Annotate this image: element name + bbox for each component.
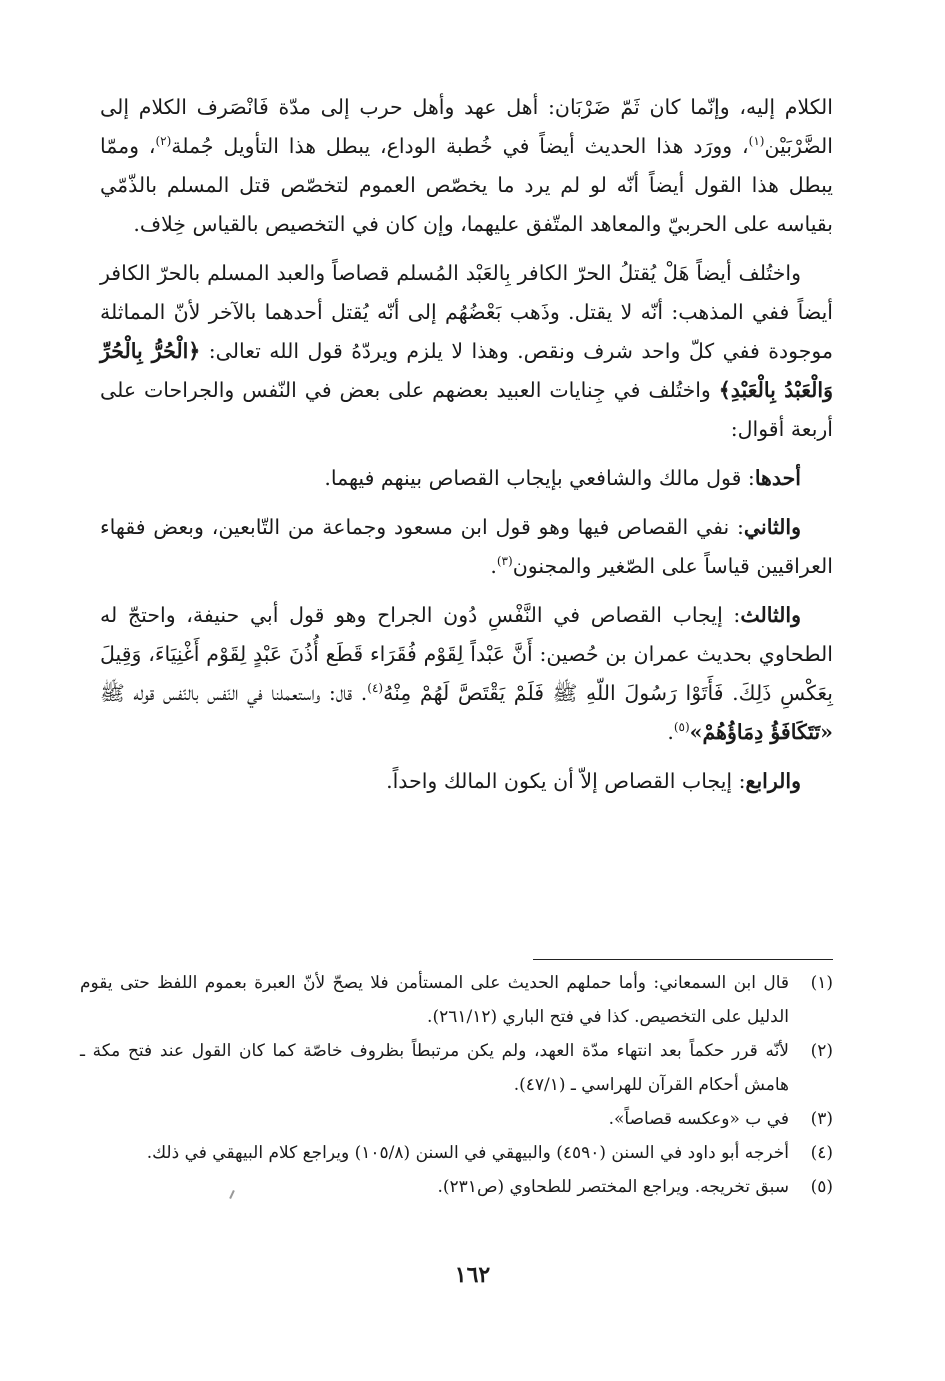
paragraph <box>100 762 833 801</box>
paragraph <box>100 88 833 244</box>
footnote <box>80 1102 833 1136</box>
text-run: واختُلف أيضاً هَلْ يُقتلُ الحرّ الكافر بِالعَبْد المُسلم قصاصاً والعبد المسلم بالحرّ الكافر أيضاً ففي المذهب: أنّه لا يقتل. وذَهب بَعْضُهُم إلى أنّه يُقتل أحدهما بالآخر لأنّ المماثلة موجودة ففي كلّ واحد شرف ونقص. وهذا لا يلزم ويردّهُ قول الله تعالى: <box>100 261 833 363</box>
footnote <box>80 1136 833 1170</box>
paragraph <box>100 508 833 586</box>
quran-verse: ﴿الْحُرُّ بِالْحُرِّ وَالْعَبْدُ بِالْعَبْدِ﴾ <box>100 339 833 402</box>
opinion-label: والثالث <box>740 603 801 627</box>
footnote-ref: (٢) <box>155 134 172 149</box>
page-number: ١٦٢ <box>454 1262 491 1288</box>
footnote-ref: (٤) <box>367 681 384 696</box>
text-run: ، وممّا يبطل هذا القول أيضاً أنّه لو لم يرد ما يخصّص العموم لتخصّص قتل المسلم بالذّمّي بقياسه على الحربيّ والمعاهد المتّفق عليهما، وإن كان في التخصيص بالقياس خِلاف. <box>100 134 833 236</box>
paragraph <box>100 459 833 498</box>
footnote-number: (٣) <box>810 1109 833 1129</box>
text-run: . <box>667 720 674 744</box>
footnote-number: (١) <box>810 973 833 993</box>
text-run: : إيجاب القصاص إلاّ أن يكون المالك واحداً. <box>386 769 746 793</box>
footnote <box>80 966 833 1034</box>
text-run: : قول مالك والشافعي بإيجاب القصاص بينهم فيهما. <box>324 466 755 490</box>
text-run: . <box>490 554 497 578</box>
opinion-label: أحدها <box>754 466 801 490</box>
paragraph <box>100 254 833 449</box>
text-run: واختُلف في جِنايات العبيد بعضهم على بعض في النّفس والجراحات على أربعة أقوال: <box>100 378 833 441</box>
text-run: ، وورَد هذا الحديث أيضاً في خُطبة الوداع، يبطل هذا التأويل جُملة <box>171 134 749 158</box>
footnote-ref: (٣) <box>496 554 513 569</box>
footnote-ref: (٥) <box>673 720 690 735</box>
footnote-text: قال ابن السمعاني: وأما حملهم الحديث على المستأمن فلا يصحّ لأنّ العبرة بعموم اللفظ حتى يقوم الدليل على التخصيص. كذا في فتح الباري (٢٦١/١٢). <box>80 973 789 1027</box>
footnote-text: لأنّه قرر حكماً بعد انتهاء مدّة العهد، ولم يكن مرتبطاً بظروف خاصّة كما كان القول عند فتح مكة ـ هامش أحكام القرآن للهراسي ـ (٤٧/١). <box>80 1041 789 1095</box>
text-run: : نفي القصاص فيها وهو قول ابن مسعود وجماعة من التّابعين، وبعض فقهاء العراقيين قياساً على الصّغير والمجنون <box>100 515 833 578</box>
footnote-ref: (١) <box>748 134 765 149</box>
main-text <box>100 88 833 811</box>
footnote <box>80 1034 833 1102</box>
footnote-number: (٤) <box>810 1143 833 1163</box>
opinion-label: والرابع <box>745 769 801 793</box>
hadith-quote: «تَتَكَافَؤُ دِمَاؤُهُمْ» <box>689 720 833 744</box>
footnote-text: أخرجه أبو داود في السنن (٤٥٩٠) والبيهقي في السنن (١٠٥/٨) ويراجع كلام البيهقي في ذلك. <box>146 1143 789 1163</box>
footnote <box>80 1170 833 1204</box>
footnote-text: سبق تخريجه. ويراجع المختصر للطحاوي (ص٢٣١). <box>437 1177 789 1197</box>
footnote-text: في ب «وعكسه قصاصاً». <box>608 1109 789 1129</box>
footnote-number: (٥) <box>810 1177 833 1197</box>
text-run: . قال: واستعملنا في النّفس بالنّفس قوله ﷺ <box>100 681 368 705</box>
paragraph <box>100 596 833 752</box>
opinion-label: والثاني <box>743 515 801 539</box>
footnotes <box>80 966 833 1204</box>
footnote-divider <box>533 959 833 960</box>
text-run: : إيجاب القصاص في النَّفْسِ دُون الجراح وهو قول أبي حنيفة، واحتجّ له الطحاوي بحديث عمران بن حُصين: أَنَّ عَبْداً لِقَوْم فُقَرَاء قَطَع أُذُنَ عَبْدٍ لِقَوْم أَغْنِيَاءَ، وَقِيلَ بِعَكْسِ ذَلِكَ. فَأَتَوْا رَسُولَ اللّهِ ﷺ فَلَمْ يَقْتَصَّ لَهُمْ مِنْهُ <box>100 603 833 705</box>
text-run: الكلام إليه، وإنّما كان ثَمّ ضَرْبَان: أهل عهد وأهل حرب إلى مدّة فَانْصَرف الكلام إلى الضَّرْبَيْن <box>100 95 833 158</box>
footnote-number: (٢) <box>810 1041 833 1061</box>
